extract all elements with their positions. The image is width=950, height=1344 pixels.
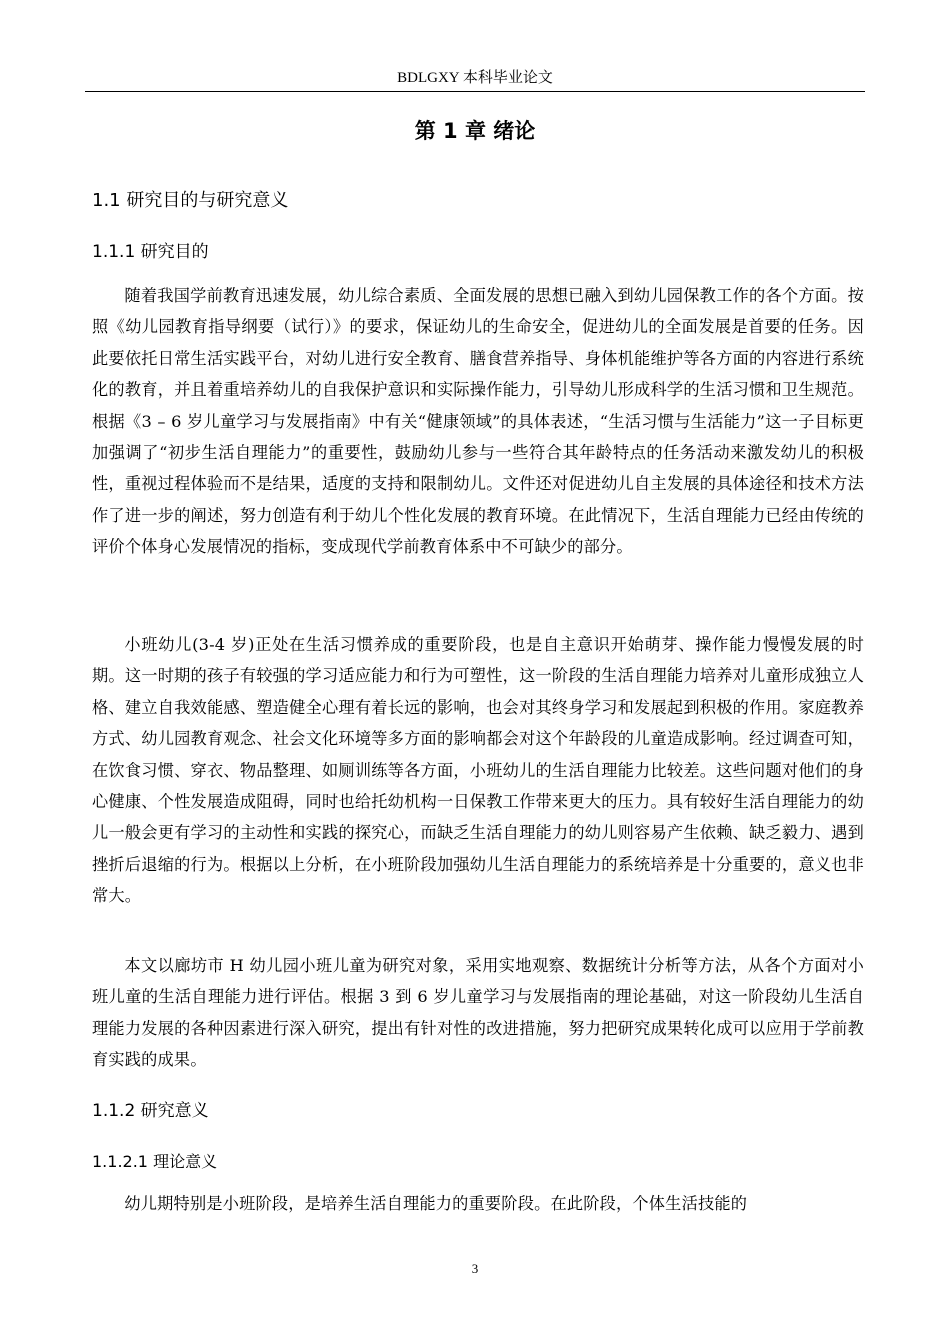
body-paragraph-4: 幼儿期特别是小班阶段，是培养生活自理能力的重要阶段。在此阶段，个体生活技能的 — [124, 1194, 748, 1213]
body-paragraph-2: 小班幼儿(3-4 岁)正处在生活习惯养成的重要阶段，也是自主意识开始萌芽、操作能力慢慢发展的时期。这一时期的孩子有较强的学习适应能力和行为可塑性，这一阶段的生活自理能力培养对儿童形成独立人格、建立自我效能感、塑造健全心理有着长远的影响，也会对其终身学习和发展起到积极的作用。家庭教养方式、幼儿园教育观念、社会文化环境等多方面的影响都会对这个年龄段的儿童造成影响。经过调查可知，在饮食习惯、穿衣、物品整理、如厕训练等各方面，小班幼儿的生活自理能力比较差。这些问题对他们的身心健康、个性发展造成阻碍，同时也给托幼机构一日保教工作带来更大的压力。具有较好生活自理能力的幼儿一般会更有学习的主动性和实践的探究心，而缺乏生活自理能力的幼儿则容易产生依赖、缺乏毅力、遇到挫折后退缩的行为。根据以上分析，在小班阶段加强幼儿生活自理能力的系统培养是十分重要的，意义也非常大。 — [92, 635, 864, 906]
section-heading-1-1-1: 1.1.1 研究目的 — [92, 242, 209, 262]
running-header: BDLGXY 本科毕业论文 — [397, 70, 553, 86]
header-rule — [85, 91, 865, 92]
body-paragraph-3: 本文以廊坊市 H 幼儿园小班儿童为研究对象，采用实地观察、数据统计分析等方法，从各个方面对小班儿童的生活自理能力进行评估。根据 3 到 6 岁儿童学习与发展指南的理论基础，对这一阶段幼儿生活自理能力发展的各种因素进行深入研究，提出有针对性的改进措施，努力把研究成果转化成可以应用于学前教育实践的成果。 — [92, 956, 864, 1070]
body-paragraph-1: 随着我国学前教育迅速发展，幼儿综合素质、全面发展的思想已融入到幼儿园保教工作的各个方面。按照《幼儿园教育指导纲要（试行）》的要求，保证幼儿的生命安全，促进幼儿的全面发展是首要的任务。因此要依托日常生活实践平台，对幼儿进行安全教育、膳食营养指导、身体机能维护等各方面的内容进行系统化的教育，并且着重培养幼儿的自我保护意识和实际操作能力，引导幼儿形成科学的生活习惯和卫生规范。根据《3 – 6 岁儿童学习与发展指南》中有关“健康领域”的具体表述，“生活习惯与生活能力”这一子目标更加强调了“初步生活自理能力”的重要性，鼓励幼儿参与一些符合其年龄特点的任务活动来激发幼儿的积极性，重视过程体验而不是结果，适度的支持和限制幼儿。文件还对促进幼儿自主发展的具体途径和技术方法作了进一步的阐述，努力创造有利于幼儿个性化发展的教育环境。在此情况下，生活自理能力已经由传统的评价个体身心发展情况的指标，变成现代学前教育体系中不可缺少的部分。 — [92, 286, 864, 557]
section-heading-1-1-2-1: 1.1.2.1 理论意义 — [92, 1152, 218, 1171]
section-heading-1-1-2: 1.1.2 研究意义 — [92, 1101, 209, 1121]
section-heading-1-1: 1.1 研究目的与研究意义 — [92, 190, 289, 211]
chapter-title: 第 1 章 绪论 — [414, 119, 536, 143]
page-number: 3 — [471, 1261, 479, 1276]
